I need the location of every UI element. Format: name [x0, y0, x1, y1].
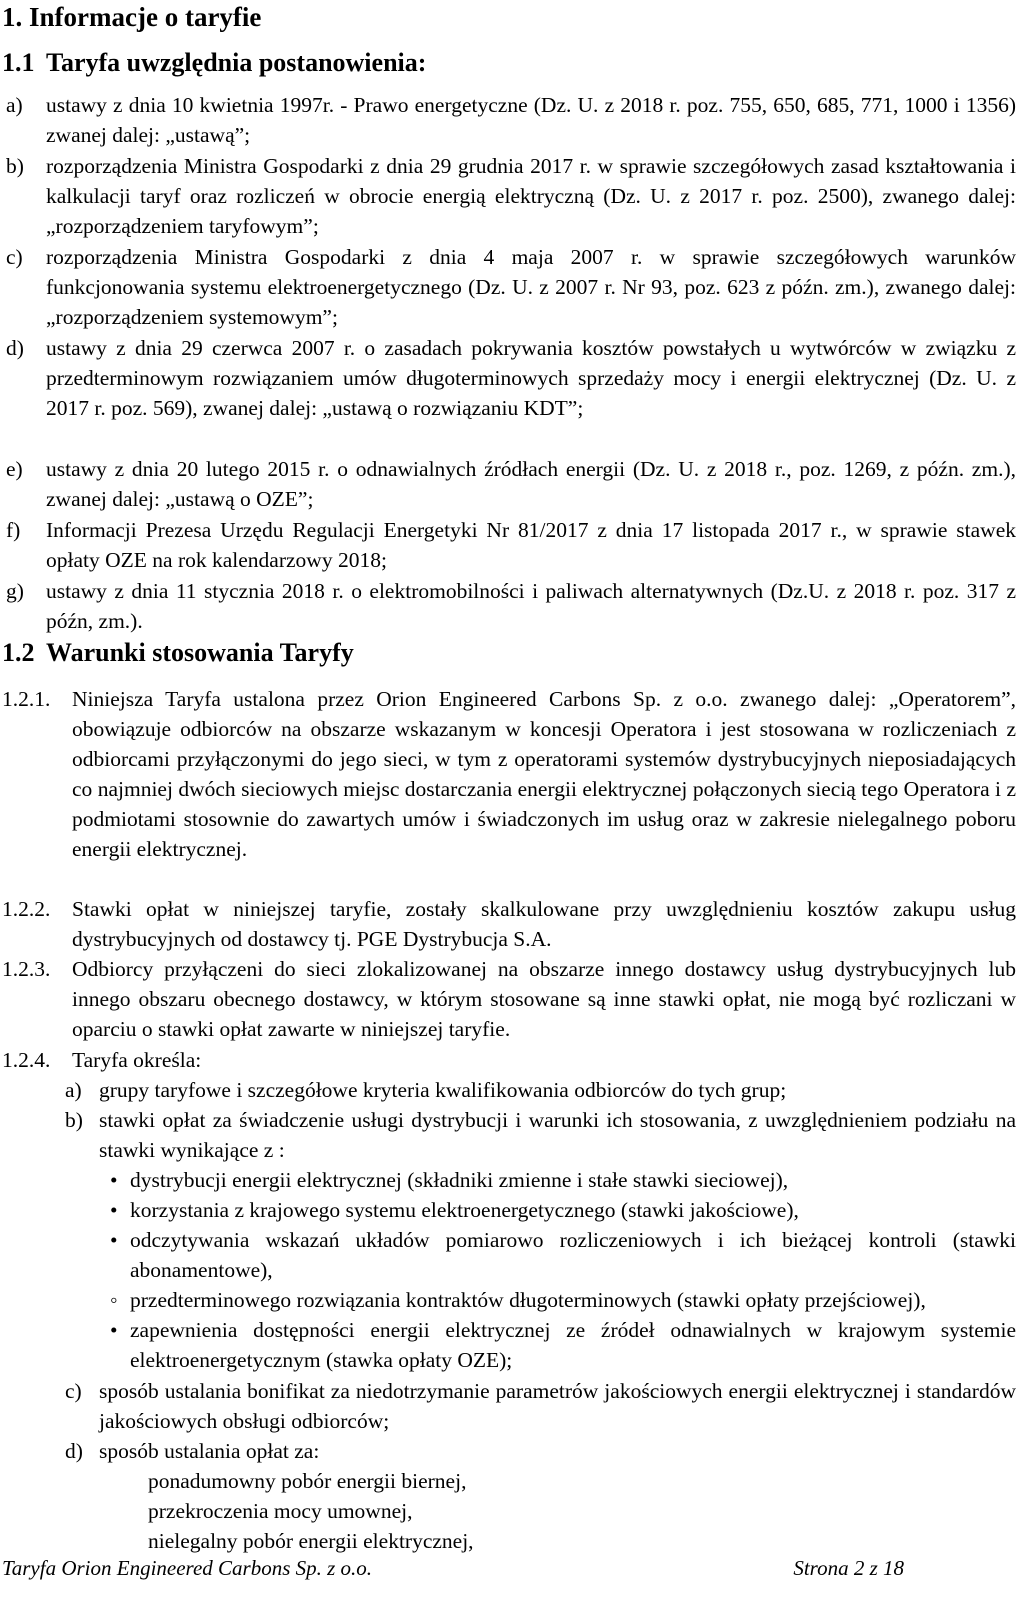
list-text: rozporządzenia Ministra Gospodarki z dnia 29 grudnia 2017 r. w sprawie szczegółowych zasad kształtowania i kalkulacji taryf oraz rozliczeń w obrocie energią elektryczną (Dz. U. z 2017 r. poz. 2500), zwanego dalej: „rozporządzeniem taryfowym”; [46, 154, 1016, 238]
bullet-icon: • [110, 1168, 118, 1192]
list-label: d) [6, 336, 24, 360]
list-item-f [6, 515, 1016, 575]
bullet-text: odczytywania wskazań układów pomiarowo rozliczeniowych i ich bieżącej kontroli (stawki abonamentowe), [130, 1228, 1016, 1282]
clause-1-2-4 [2, 1045, 1016, 1075]
list-text: grupy taryfowe i szczegółowe kryteria kwalifikowania odbiorców do tych grup; [99, 1078, 787, 1102]
list-text: sposób ustalania bonifikat za niedotrzymanie parametrów jakościowych energii elektrycznej i standardów jakościowych obsługi odbiorców; [99, 1379, 1016, 1433]
bullet-icon: • [110, 1228, 118, 1252]
clause-number: 1.2.3. [2, 957, 51, 981]
list-item-a [6, 90, 1016, 150]
clause-1-2-3 [2, 954, 1016, 1044]
section-1-1-number: 1.1 [2, 48, 35, 77]
section-1-2-title: Warunki stosowania Taryfy [46, 638, 354, 667]
section-1-heading: 1. Informacje o taryfie [2, 2, 262, 32]
clause-text: Taryfa określa: [72, 1048, 202, 1072]
list-label: b) [6, 154, 24, 178]
list-item-g [6, 576, 1016, 636]
footer-page-number: Strona 2 z 18 [793, 1556, 904, 1580]
list-item [110, 1315, 1016, 1375]
bullet-icon: • [110, 1318, 118, 1342]
list-item [110, 1165, 1016, 1195]
clause-number: 1.2.4. [2, 1048, 51, 1072]
fee-list [148, 1466, 474, 1556]
footer-document-title: Taryfa Orion Engineered Carbons Sp. z o.o. [2, 1556, 373, 1580]
list-label: f) [6, 518, 21, 542]
sublist-item-d [65, 1436, 1016, 1466]
list-item-c [6, 242, 1016, 332]
list-label: b) [65, 1108, 83, 1132]
clause-number: 1.2.1. [2, 687, 51, 711]
list-text: ustawy z dnia 10 kwietnia 1997r. - Prawo energetyczne (Dz. U. z 2018 r. poz. 755, 650, 685, 771, 1000 i 1356) zwanej dalej: „ustawą”; [46, 93, 1016, 147]
list-text: ustawy z dnia 20 lutego 2015 r. o odnawialnych źródłach energii (Dz. U. z 2018 r., poz. 1269, z późn. zm.), zwanej dalej: „ustawą o OZE”; [46, 457, 1016, 511]
hollow-bullet-icon: ◦ [110, 1288, 118, 1312]
clause-text: Niniejsza Taryfa ustalona przez Orion Engineered Carbons Sp. z o.o. zwanego dalej: „Operatorem”, obowiązuje odbiorców na obszarze wskazanym w koncesji Operatora i jest stosowana w rozliczeniach z odbiorcami przyłączonymi do jego sieci, w tym z operatorami systemów dystrybucyjnych nieposiadających co najmniej dwóch sieciowych miejsc dostarczania energii elektrycznej połączonych siecią tego Operatora i z podmiotami stosownie do zawartych umów i świadczonych im usług oraz w zakresie nielegalnego poboru energii elektrycznej. [72, 687, 1016, 861]
fee-line: ponadumowny pobór energii biernej, [148, 1469, 467, 1493]
list-item [110, 1195, 1016, 1225]
clause-text: Stawki opłat w niniejszej taryfie, zostały skalkulowane przy uwzględnieniu kosztów zakupu usług dystrybucyjnych od dostawcy tj. PGE Dystrybucja S.A. [72, 897, 1016, 951]
sublist-item-c [65, 1376, 1016, 1436]
bullet-icon: • [110, 1198, 118, 1222]
list-text: ustawy z dnia 11 stycznia 2018 r. o elektromobilności i paliwach alternatywnych (Dz.U. z 2018 r. poz. 317 z późn, zm.). [46, 579, 1016, 633]
list-label: c) [6, 245, 23, 269]
list-label: d) [65, 1439, 83, 1463]
fee-line: przekroczenia mocy umownej, [148, 1499, 413, 1523]
section-1-1-heading [2, 48, 426, 78]
clause-1-2-2 [2, 894, 1016, 954]
list-text: Informacji Prezesa Urzędu Regulacji Energetyki Nr 81/2017 z dnia 17 listopada 2017 r., w sprawie stawek opłaty OZE na rok kalendarzowy 2018; [46, 518, 1016, 572]
section-1-1-title: Taryfa uwzględnia postanowienia: [46, 48, 427, 77]
sublist-item-a [65, 1075, 1016, 1105]
list-label: e) [6, 457, 23, 481]
list-item [110, 1285, 1016, 1315]
list-item [110, 1225, 1016, 1285]
section-1-2-heading [2, 638, 354, 668]
list-item-e [6, 454, 1016, 514]
list-text: stawki opłat za świadczenie usługi dystrybucji i warunki ich stosowania, z uwzględnieniem podziału na stawki wynikające z : [99, 1108, 1016, 1162]
list-item-b [6, 151, 1016, 241]
bullet-list [110, 1165, 1016, 1375]
bullet-text: zapewnienia dostępności energii elektrycznej ze źródeł odnawialnych w krajowym systemie elektroenergetycznym (stawka opłaty OZE); [130, 1318, 1016, 1372]
list-text: ustawy z dnia 29 czerwca 2007 r. o zasadach pokrywania kosztów powstałych u wytwórców w związku z przedterminowym rozwiązaniem umów długoterminowych sprzedaży mocy i energii elektrycznej (Dz. U. z 2017 r. poz. 569), zwanej dalej: „ustawą o rozwiązaniu KDT”; [46, 336, 1016, 420]
bullet-text: korzystania z krajowego systemu elektroenergetycznego (stawki jakościowe), [130, 1198, 799, 1222]
clause-text: Odbiorcy przyłączeni do sieci zlokalizowanej na obszarze innego dostawcy usług dystrybucyjnych lub innego obszaru obecnego dostawcy, w którym stosowane są inne stawki opłat, nie mogą być rozliczani w oparciu o stawki opłat zawarte w niniejszej taryfie. [72, 957, 1016, 1041]
list-label: c) [65, 1379, 82, 1403]
list-label: a) [65, 1078, 82, 1102]
section-1-2-number: 1.2 [2, 638, 35, 667]
list-text: sposób ustalania opłat za: [99, 1439, 320, 1463]
clause-number: 1.2.2. [2, 897, 51, 921]
clause-1-2-1 [2, 684, 1016, 864]
list-text: rozporządzenia Ministra Gospodarki z dnia 4 maja 2007 r. w sprawie szczegółowych warunków funkcjonowania systemu elektroenergetycznego (Dz. U. z 2007 r. Nr 93, poz. 623 z późn. zm.), zwanego dalej: „rozporządzeniem systemowym”; [46, 245, 1016, 329]
bullet-text: dystrybucji energii elektrycznej (składniki zmienne i stałe stawki sieciowej), [130, 1168, 789, 1192]
list-label: g) [6, 579, 24, 603]
fee-line: nielegalny pobór energii elektrycznej, [148, 1529, 474, 1553]
list-item-d [6, 333, 1016, 423]
list-label: a) [6, 93, 23, 117]
sublist-item-b [65, 1105, 1016, 1165]
bullet-text: przedterminowego rozwiązania kontraktów długoterminowych (stawki opłaty przejściowej), [130, 1288, 926, 1312]
